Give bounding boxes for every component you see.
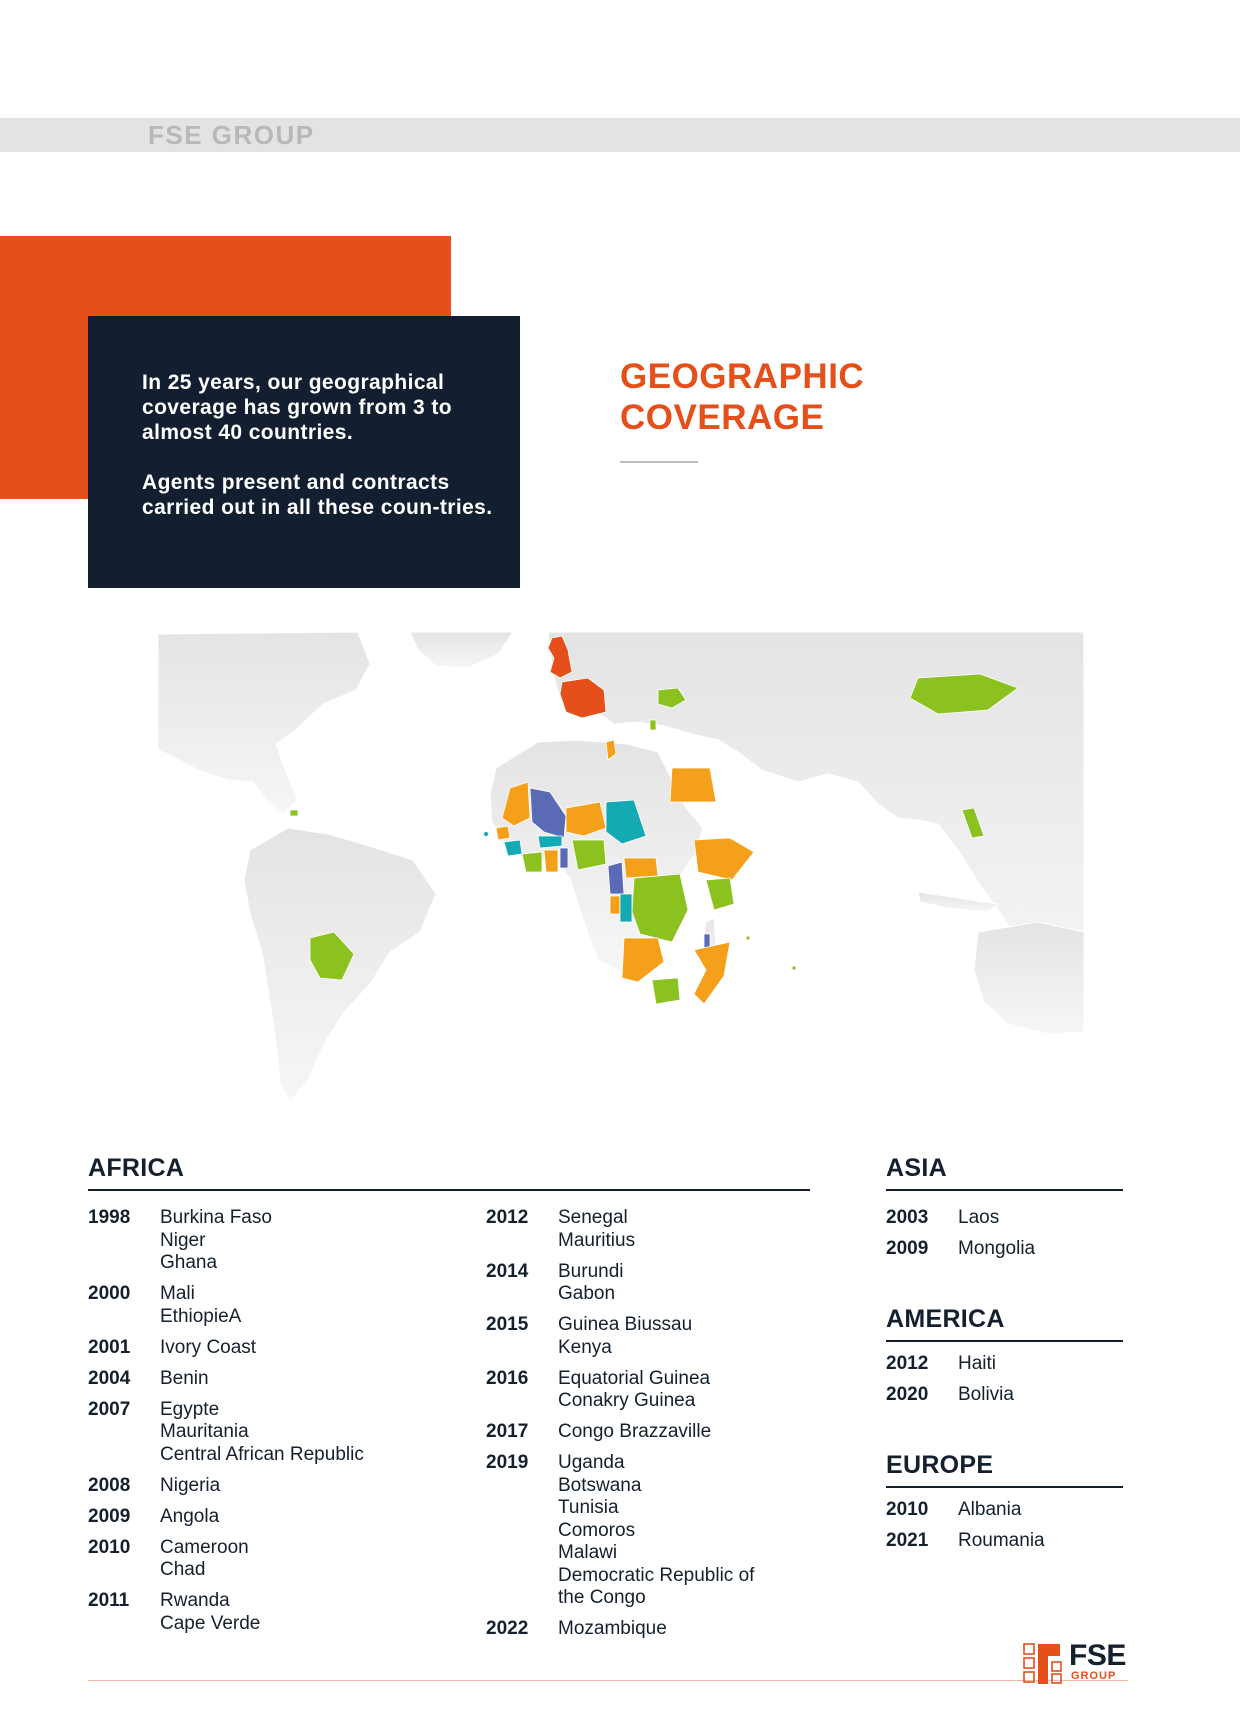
entry-year: 2009 bbox=[88, 1505, 131, 1527]
entry-countries bbox=[160, 1537, 249, 1582]
america-heading-rule bbox=[886, 1340, 1123, 1342]
entry-year: 2009 bbox=[886, 1238, 929, 1259]
entry-countries bbox=[958, 1238, 1035, 1261]
entry-countries bbox=[958, 1207, 999, 1230]
entry-year: 2021 bbox=[886, 1530, 929, 1551]
entry-year: 2003 bbox=[886, 1207, 929, 1228]
country-name: Malawi bbox=[558, 1542, 618, 1563]
entry-countries bbox=[958, 1353, 996, 1376]
entry-year: 2022 bbox=[486, 1618, 529, 1639]
comoros-region bbox=[746, 936, 750, 940]
entry-countries bbox=[558, 1618, 667, 1641]
entry-countries bbox=[160, 1207, 272, 1275]
entry-countries bbox=[558, 1452, 754, 1610]
entry-year: 2010 bbox=[886, 1499, 929, 1520]
country-name: Cape Verde bbox=[160, 1612, 261, 1634]
senegal-region bbox=[496, 826, 510, 840]
nigeria-region bbox=[572, 840, 606, 870]
logo-word: FSE bbox=[1069, 1639, 1126, 1672]
country-name: Mauritius bbox=[558, 1229, 636, 1251]
country-name: Tunisia bbox=[558, 1497, 619, 1518]
entry-countries bbox=[958, 1530, 1045, 1553]
angola-region bbox=[622, 938, 664, 982]
country-name: Nigeria bbox=[160, 1474, 221, 1496]
entry-year: 2012 bbox=[486, 1207, 529, 1228]
entry-countries bbox=[558, 1261, 624, 1306]
australia-land bbox=[974, 922, 1084, 1034]
country-name: Guinea Biussau bbox=[558, 1314, 693, 1335]
country-name: Benin bbox=[160, 1367, 209, 1389]
albania-region bbox=[650, 720, 656, 730]
page-title bbox=[620, 356, 864, 438]
entry-year: 2010 bbox=[88, 1536, 131, 1558]
entry-countries bbox=[160, 1590, 260, 1635]
country-name: Senegal bbox=[558, 1207, 628, 1228]
country-name: Ivory Coast bbox=[160, 1336, 257, 1358]
congo-region bbox=[620, 894, 632, 922]
entry-year: 2017 bbox=[486, 1421, 529, 1442]
entry-countries bbox=[958, 1499, 1021, 1522]
asia-heading: ASIA bbox=[886, 1154, 947, 1182]
country-name: Congo Brazzaville bbox=[558, 1421, 712, 1442]
gabon-region bbox=[610, 896, 620, 914]
entry-year: 2012 bbox=[886, 1353, 929, 1374]
country-name: Ghana bbox=[160, 1252, 218, 1273]
kenya-region bbox=[706, 878, 734, 910]
entry-countries bbox=[160, 1399, 364, 1467]
country-name: Rwanda bbox=[160, 1590, 230, 1611]
country-name: Cameroon bbox=[160, 1536, 249, 1558]
haiti-region bbox=[290, 810, 298, 816]
indonesia-land bbox=[918, 892, 998, 912]
country-name: Comoros bbox=[558, 1519, 636, 1541]
country-name: Uganda bbox=[558, 1452, 625, 1473]
country-name: Botswana bbox=[558, 1474, 642, 1496]
benin-region bbox=[560, 848, 568, 868]
entry-countries bbox=[558, 1207, 635, 1252]
page-title-line-1: GEOGRAPHIC bbox=[620, 357, 865, 396]
country-name: Gabon bbox=[558, 1283, 616, 1304]
country-name: Burkina Faso bbox=[160, 1207, 272, 1228]
europe-heading-rule bbox=[886, 1486, 1123, 1488]
entry-year: 2007 bbox=[88, 1398, 131, 1420]
entry-year: 2016 bbox=[486, 1367, 529, 1389]
country-name: Angola bbox=[160, 1505, 220, 1527]
intro-paragraph-2: Agents present and contracts carried out in all these coun-tries. bbox=[142, 471, 493, 519]
country-name: Roumania bbox=[958, 1530, 1045, 1551]
intro-text bbox=[142, 370, 497, 545]
country-name: Niger bbox=[160, 1229, 206, 1251]
country-name: the Congo bbox=[558, 1587, 646, 1608]
north-america-land bbox=[158, 632, 370, 814]
entry-year: 2019 bbox=[486, 1452, 529, 1473]
country-name: Laos bbox=[958, 1207, 1000, 1228]
country-name: Haiti bbox=[958, 1353, 997, 1374]
ivory-coast-region bbox=[522, 852, 542, 872]
country-name: Mauritania bbox=[160, 1421, 249, 1442]
country-name: Albania bbox=[958, 1499, 1022, 1520]
country-name: Mongolia bbox=[958, 1238, 1036, 1259]
country-name: Democratic Republic of bbox=[558, 1564, 755, 1586]
burkina-region bbox=[538, 836, 562, 848]
africa-heading: AFRICA bbox=[88, 1154, 185, 1182]
car-region bbox=[624, 858, 658, 878]
header-brand: FSE GROUP bbox=[148, 120, 315, 150]
entry-countries bbox=[558, 1421, 711, 1444]
entry-year: 2015 bbox=[486, 1314, 529, 1335]
title-underline bbox=[620, 461, 698, 463]
footer-rule bbox=[88, 1680, 1128, 1681]
fse-group-logo bbox=[1022, 1639, 1126, 1684]
country-name: Egypte bbox=[160, 1398, 220, 1420]
entry-countries bbox=[160, 1475, 220, 1498]
cape-verde-region bbox=[484, 832, 489, 837]
asia-heading-rule bbox=[886, 1189, 1123, 1191]
world-map-svg bbox=[158, 632, 1084, 1136]
entry-year: 2014 bbox=[486, 1260, 529, 1282]
entry-year: 2008 bbox=[88, 1474, 131, 1496]
entry-countries bbox=[558, 1314, 692, 1359]
mozambique-region bbox=[694, 942, 730, 1004]
europe-heading: EUROPE bbox=[886, 1451, 994, 1479]
egypt-region bbox=[670, 768, 716, 802]
drc-region bbox=[632, 874, 688, 942]
country-name: Central African Republic bbox=[160, 1443, 364, 1465]
entry-countries bbox=[160, 1283, 241, 1328]
ethiopia-region bbox=[694, 838, 754, 880]
cameroon-region bbox=[608, 862, 624, 894]
country-name: Burundi bbox=[558, 1260, 624, 1282]
botswana-region bbox=[652, 978, 680, 1004]
entry-countries bbox=[160, 1337, 256, 1360]
logo-sub: GROUP bbox=[1071, 1670, 1117, 1682]
world-map bbox=[158, 632, 1084, 1136]
mauritius-region bbox=[792, 966, 796, 970]
guinea-region bbox=[504, 840, 522, 856]
entry-year: 2000 bbox=[88, 1283, 131, 1304]
country-name: Conakry Guinea bbox=[558, 1390, 696, 1411]
country-name: Chad bbox=[160, 1559, 206, 1580]
entry-countries bbox=[558, 1368, 710, 1413]
entry-year: 2004 bbox=[88, 1367, 131, 1389]
america-heading: AMERICA bbox=[886, 1305, 1005, 1333]
greenland-land bbox=[410, 632, 513, 668]
entry-year: 2011 bbox=[88, 1590, 130, 1611]
country-name: EthiopieA bbox=[160, 1305, 242, 1327]
country-name: Mali bbox=[160, 1283, 195, 1304]
entry-year: 2020 bbox=[886, 1384, 929, 1405]
africa-heading-rule bbox=[88, 1189, 810, 1191]
entry-countries bbox=[160, 1506, 219, 1529]
logo-mark-icon bbox=[1022, 1642, 1066, 1684]
entry-countries bbox=[958, 1384, 1014, 1407]
intro-paragraph-1: In 25 years, our geographical coverage has grown from 3 to almost 40 countries. bbox=[142, 371, 452, 444]
page-title-line-2: COVERAGE bbox=[620, 398, 825, 437]
country-name: Equatorial Guinea bbox=[558, 1367, 711, 1389]
entry-year: 1998 bbox=[88, 1207, 131, 1228]
country-name: Mozambique bbox=[558, 1618, 667, 1639]
ghana-region bbox=[544, 850, 558, 872]
country-name: Bolivia bbox=[958, 1384, 1014, 1405]
entry-year: 2001 bbox=[88, 1336, 131, 1358]
country-name: Kenya bbox=[558, 1336, 612, 1358]
entry-countries bbox=[160, 1368, 209, 1391]
